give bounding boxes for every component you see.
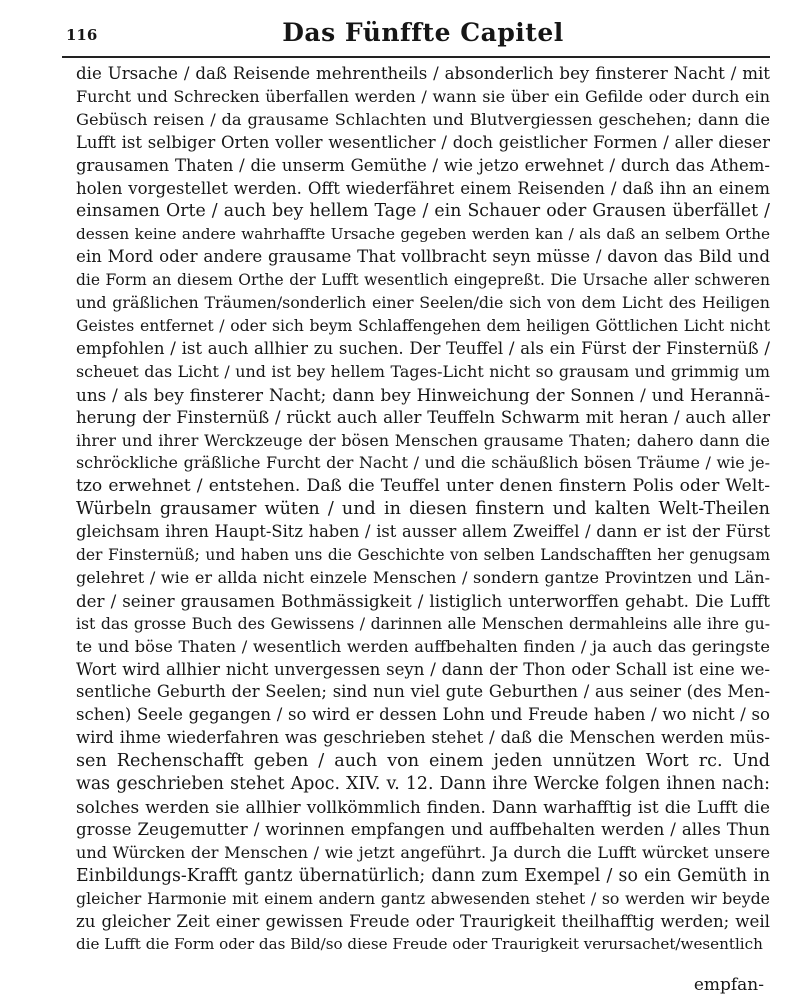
text-line: ist das grosse Buch des Gewissens / darinnen alle Menschen dermahleins alle ihre gu- bbox=[76, 613, 770, 633]
text-line: Wort wird allhier nicht unvergessen seyn / dann der Thon oder Schall ist eine we- bbox=[76, 659, 770, 679]
text-line: sen Rechenschafft geben / auch von einem jeden unnützen Wort rc. Und bbox=[76, 751, 770, 772]
page-header bbox=[66, 18, 770, 56]
text-line: gleicher Harmonie mit einem andern gantz abwesenden stehet / so werden wir beyde bbox=[76, 888, 770, 908]
text-line: tzo erwehnet / entstehen. Daß die Teuffel unter denen finstern Polis oder Welt- bbox=[76, 476, 770, 497]
text-line: und Würcken der Menschen / wie jetzt angeführt. Ja durch die Lufft würcket unsere bbox=[76, 842, 770, 862]
text-line: die Lufft die Form oder das Bild/so diese Freude oder Traurigkeit verursachet/wesentlich bbox=[76, 935, 763, 954]
text-line: der / seiner grausamen Bothmässigkeit / listiglich unterworffen gehabt. Die Lufft bbox=[76, 590, 770, 611]
text-line: grausamen Thaten / die unserm Gemüthe / wie jetzo erwehnet / durch das Athem- bbox=[76, 155, 770, 175]
text-line: ihrer und ihrer Werckzeuge der bösen Menschen grausame Thaten; dahero dann die bbox=[76, 430, 770, 450]
text-line: solches werden sie allhier vollkömmlich finden. Dann warhafftig ist die Lufft die bbox=[76, 797, 770, 817]
text-line: Gebüsch reisen / da grausame Schlachten und Blutvergiessen geschehen; dann die bbox=[76, 109, 770, 129]
text-line: die Form an diesem Orthe der Lufft wesentlich eingepreßt. Die Ursache aller schweren bbox=[76, 271, 770, 290]
text-line: sentliche Geburth der Seelen; sind nun viel gute Geburthen / aus seiner (des Men- bbox=[76, 682, 770, 702]
text-line: grosse Zeugemutter / worinnen empfangen und auffbehalten werden / alles Thun bbox=[76, 819, 770, 839]
text-line: der Finsternüß; und haben uns die Geschichte von selben Landschafften her genugsam bbox=[76, 546, 770, 565]
page-number: 116 bbox=[66, 26, 98, 44]
text-line: Lufft ist selbiger Orten voller wesentlicher / doch geistlicher Formen / aller dieser bbox=[76, 132, 770, 152]
text-line: Geistes entfernet / oder sich beym Schlaffengehen dem heiligen Göttlichen Licht nicht bbox=[76, 315, 770, 335]
text-line: herung der Finsternüß / rückt auch aller Teuffeln Schwarm mit heran / auch aller bbox=[76, 407, 770, 427]
text-line: zu gleicher Zeit einer gewissen Freude oder Traurigkeit theilhafftig werden; weil bbox=[76, 911, 770, 931]
body-text bbox=[76, 63, 770, 956]
text-line: Furcht und Schrecken überfallen werden / wann sie über ein Gefilde oder durch ein bbox=[76, 86, 770, 106]
text-line: die Ursache / daß Reisende mehrentheils / absonderlich bey finsterer Nacht / mit bbox=[76, 64, 770, 83]
text-line: was geschrieben stehet Apoc. XIV. v. 12. Dann ihre Wercke folgen ihnen nach: bbox=[76, 774, 770, 795]
text-line: schen) Seele gegangen / so wird er dessen Lohn und Freude haben / wo nicht / so bbox=[76, 705, 770, 725]
running-title: Das Fünffte Capitel bbox=[282, 18, 564, 47]
text-line: empfohlen / ist auch allhier zu suchen. Der Teuffel / als ein Fürst der Finsternüß / bbox=[76, 338, 770, 358]
catchword: empfan- bbox=[693, 975, 764, 995]
text-line: holen vorgestellet werden. Offt wiederfähret einem Reisenden / daß ihn an einem bbox=[76, 178, 770, 198]
text-line: ein Mord oder andere grausame That vollbracht seyn müsse / davon das Bild und bbox=[76, 247, 770, 267]
text-line: schröckliche gräßliche Furcht der Nacht / und die schäußlich bösen Träume / wie je- bbox=[76, 453, 770, 473]
text-line: uns / als bey finsterer Nacht; dann bey Hinweichung der Sonnen / und Herannä- bbox=[76, 384, 770, 405]
text-line: und gräßlichen Träumen/sonderlich einer Seelen/die sich von dem Licht des Heiligen bbox=[76, 293, 770, 313]
header-rule bbox=[62, 56, 770, 58]
text-line: dessen keine andere wahrhaffte Ursache gegeben werden kan / als daß an selbem Orthe bbox=[76, 225, 770, 244]
text-line: gleichsam ihren Haupt-Sitz haben / ist ausser allem Zweiffel / dann er ist der Fürst bbox=[76, 522, 770, 542]
text-line: gelehret / wie er allda nicht einzele Menschen / sondern gantze Provintzen und Län- bbox=[76, 567, 770, 587]
text-line: wird ihme wiederfahren was geschrieben stehet / daß die Menschen werden müs- bbox=[76, 728, 770, 748]
text-line: einsamen Orte / auch bey hellem Tage / ein Schauer oder Grausen überfället / bbox=[76, 201, 770, 222]
text-line: Würbeln grausamer wüten / und in diesen finstern und kalten Welt-Theilen bbox=[76, 499, 770, 520]
text-line: scheuet das Licht / und ist bey hellem Tages-Licht nicht so grausam und grimmig um bbox=[76, 361, 770, 381]
text-line: te und böse Thaten / wesentlich werden auffbehalten finden / ja auch das geringste bbox=[76, 636, 770, 656]
text-line: Einbildungs-Krafft gantz übernatürlich; dann zum Exempel / so ein Gemüth in bbox=[76, 865, 770, 886]
